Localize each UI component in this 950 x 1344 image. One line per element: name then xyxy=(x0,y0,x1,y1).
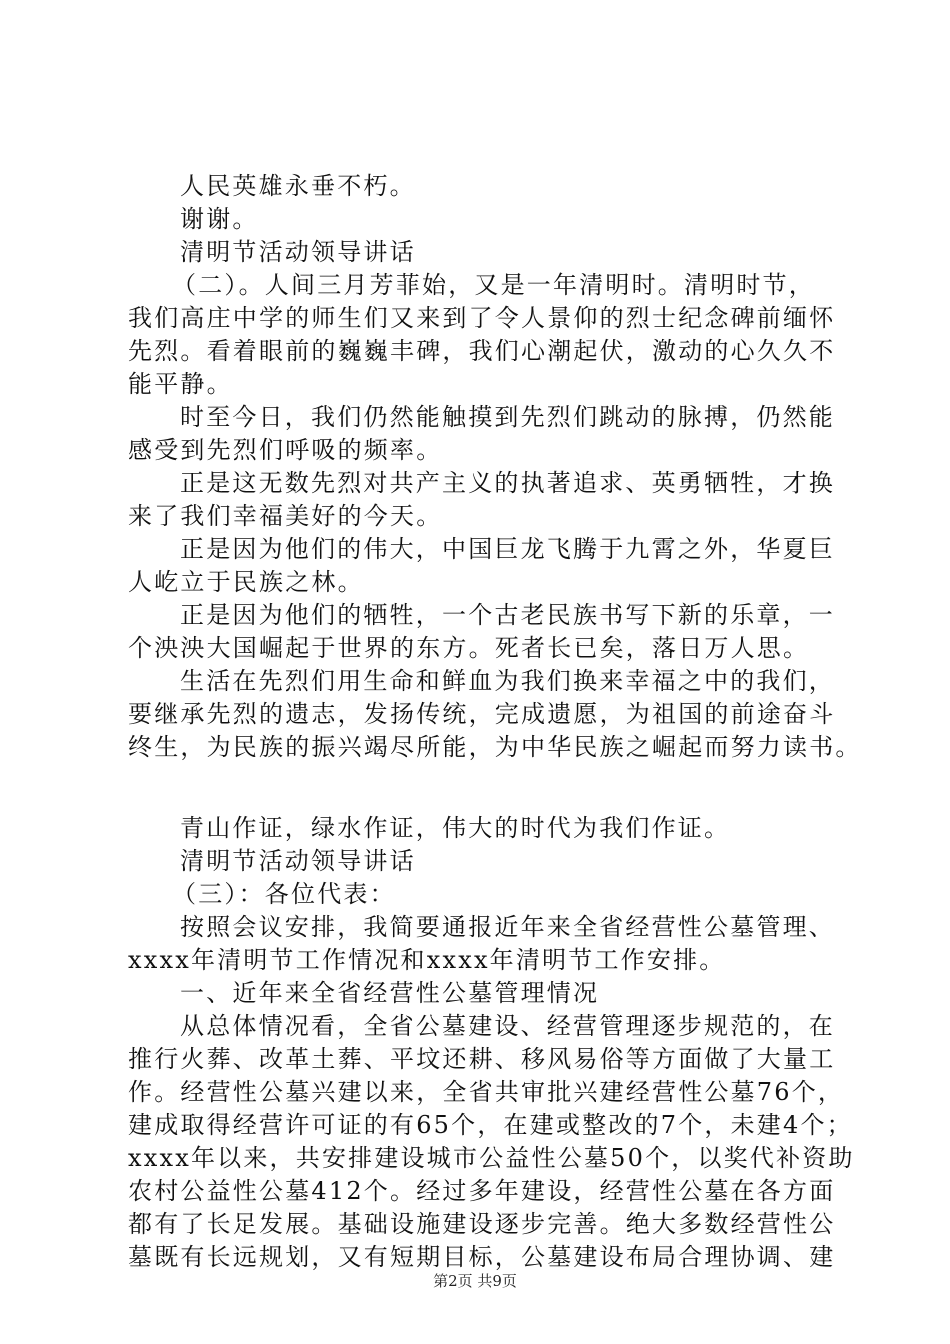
text-line: 清明节活动领导讲话 xyxy=(180,238,416,266)
text-line: 都有了长足发展。基础设施建设逐步完善。绝大多数经营性公 xyxy=(128,1210,836,1238)
text-line: 正是因为他们的牺牲，一个古老民族书写下新的乐章，一 xyxy=(180,601,835,629)
text-line: 要继承先烈的遗志，发扬传统，完成遗愿，为祖国的前途奋斗 xyxy=(128,700,836,728)
text-line: xxxx年以来，共安排建设城市公益性公墓50个，以奖代补资助 xyxy=(128,1144,855,1172)
text-line: xxxx年清明节工作情况和xxxx年清明节工作安排。 xyxy=(128,946,726,974)
text-line: （二）。人间三月芳菲始，又是一年清明时。清明时节， xyxy=(172,271,815,299)
text-line: 先烈。看着眼前的巍巍丰碑，我们心潮起伏，激动的心久久不 xyxy=(128,337,836,365)
document-body xyxy=(128,170,862,1274)
text-line: 作。经营性公墓兴建以来，全省共审批兴建经营性公墓76个， xyxy=(128,1078,845,1106)
text-line: 我们高庄中学的师生们又来到了令人景仰的烈士纪念碑前缅怀 xyxy=(128,304,836,332)
paragraph-gap xyxy=(128,764,838,812)
text-line: 生活在先烈们用生命和鲜血为我们换来幸福之中的我们， xyxy=(180,667,835,695)
text-line: 感受到先烈们呼吸的频率。 xyxy=(128,436,443,464)
text-line: 青山作证，绿水作证，伟大的时代为我们作证。 xyxy=(180,814,731,842)
text-line: 从总体情况看，全省公墓建设、经营管理逐步规范的，在 xyxy=(180,1012,835,1040)
text-line: 农村公益性公墓412个。经过多年建设，经营性公墓在各方面 xyxy=(128,1177,836,1205)
text-line: 个泱泱大国崛起于世界的东方。死者长已矣，落日万人思。 xyxy=(128,634,810,662)
text-line: 清明节活动领导讲话 xyxy=(180,847,416,875)
text-line: 时至今日，我们仍然能触摸到先烈们跳动的脉搏，仍然能 xyxy=(180,403,835,431)
text-line: 墓既有长远规划，又有短期目标，公墓建设布局合理协调、建 xyxy=(128,1243,836,1271)
text-line: 人屹立于民族之林。 xyxy=(128,568,364,596)
text-line: （三）：各位代表： xyxy=(172,880,396,908)
text-line: 来了我们幸福美好的今天。 xyxy=(128,502,443,530)
text-line: 谢谢。 xyxy=(180,205,259,233)
text-line: 按照会议安排，我简要通报近年来全省经营性公墓管理、 xyxy=(180,913,835,941)
text-line: 正是因为他们的伟大，中国巨龙飞腾于九霄之外，华夏巨 xyxy=(180,535,835,563)
text-line: 人民英雄永垂不朽。 xyxy=(180,172,416,200)
text-line: 终生，为民族的振兴竭尽所能，为中华民族之崛起而努力读书。 xyxy=(128,733,862,761)
page-number-footer: 第2页 共9页 xyxy=(433,1272,517,1290)
text-line: 正是这无数先烈对共产主义的执著追求、英勇牺牲，才换 xyxy=(180,469,835,497)
text-line: 一、近年来全省经营性公墓管理情况 xyxy=(180,979,600,1007)
text-line: 能平静。 xyxy=(128,370,233,398)
text-line: 建成取得经营许可证的有65个，在建或整改的7个，未建4个； xyxy=(128,1111,853,1139)
text-line: 推行火葬、改革土葬、平坟还耕、移风易俗等方面做了大量工 xyxy=(128,1045,836,1073)
